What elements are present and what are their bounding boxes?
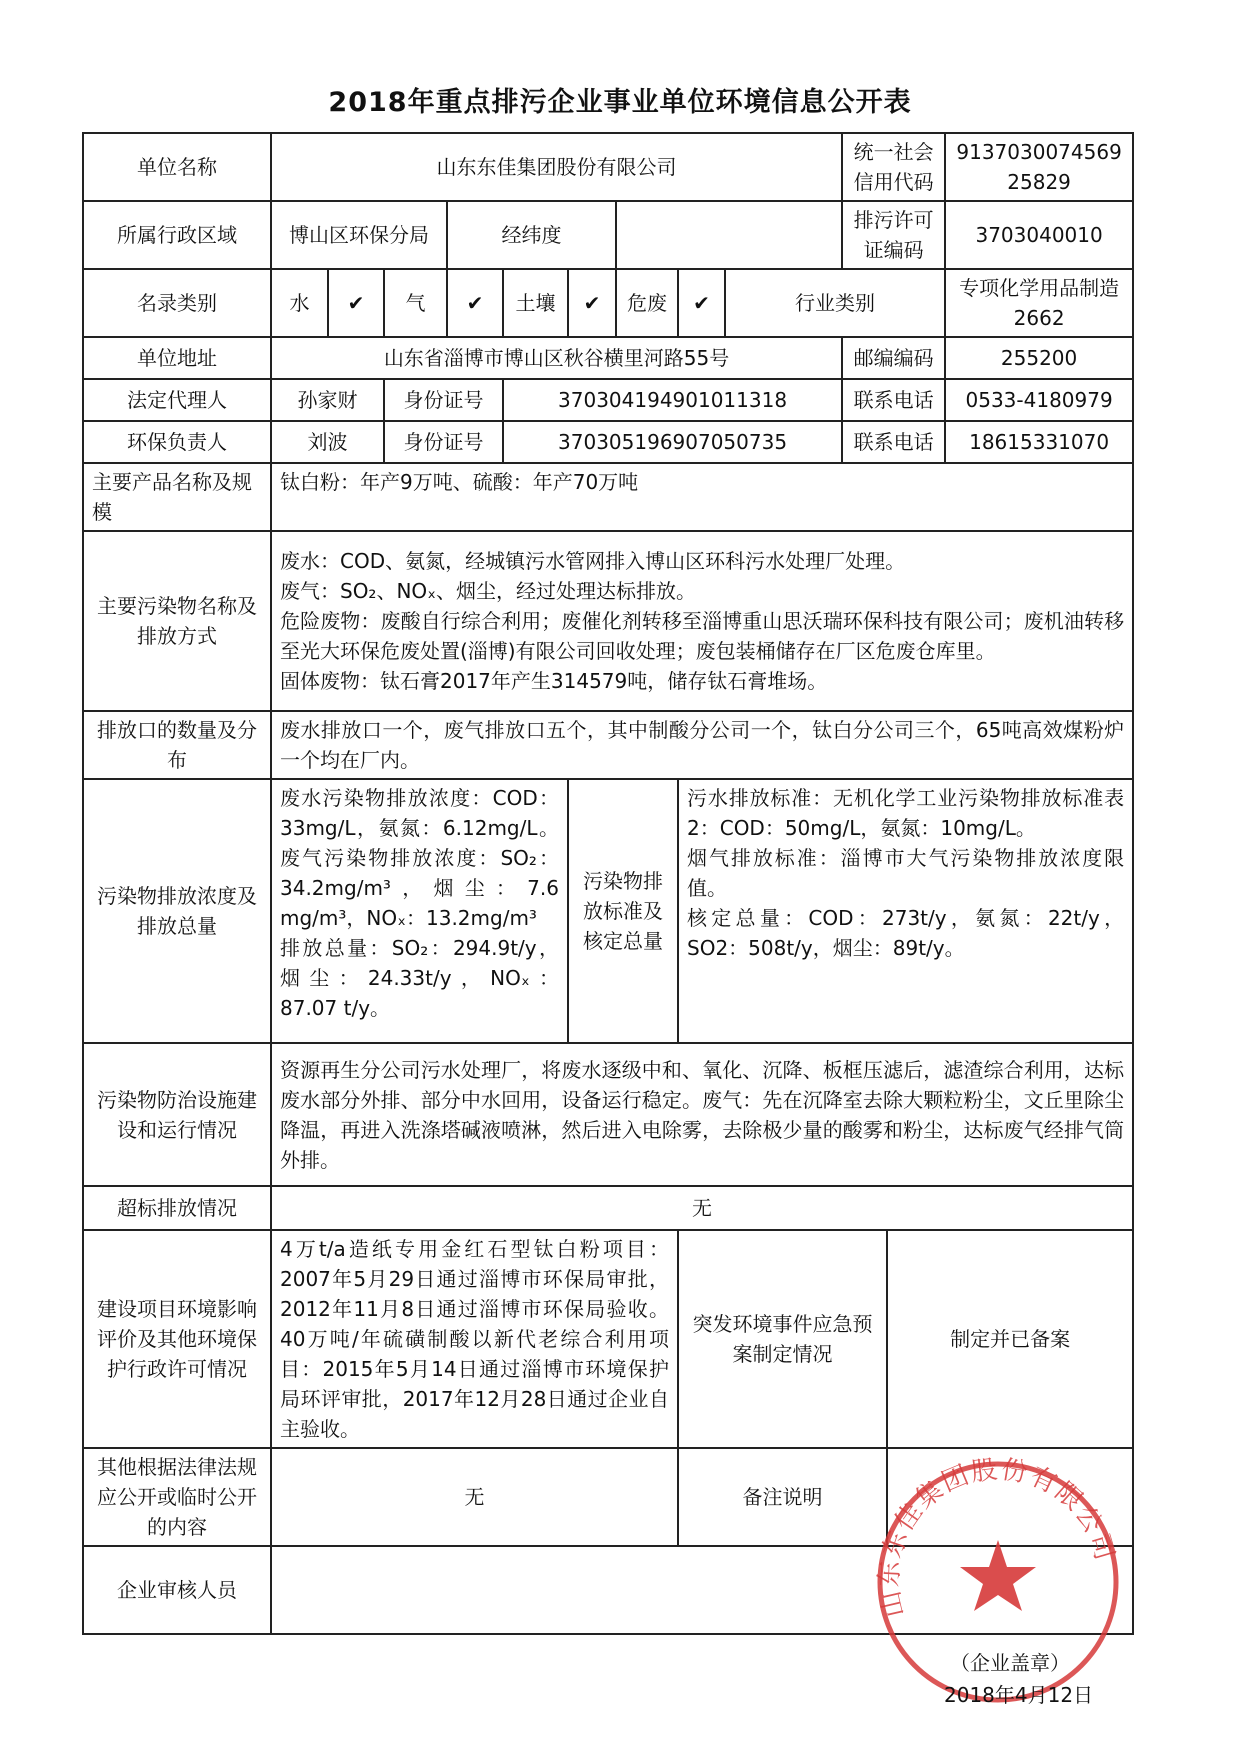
label-env-head: 环保负责人 <box>83 421 271 463</box>
label-legal-rep-phone: 联系电话 <box>842 379 945 421</box>
label-pollutants: 主要污染物名称及排放方式 <box>83 531 271 711</box>
value-industry: 专项化学用品制造2662 <box>945 269 1133 337</box>
label-industry: 行业类别 <box>725 269 945 337</box>
value-lnglat <box>616 201 842 269</box>
svg-text:山东东佳集团股份有限公司: 山东东佳集团股份有限公司 <box>874 1454 1120 1621</box>
label-eia: 建设项目环境影响评价及其他环境保护行政许可情况 <box>83 1230 271 1448</box>
value-other: 无 <box>271 1448 678 1546</box>
value-products: 钛白粉：年产9万吨、硫酸：年产70万吨 <box>271 463 1133 531</box>
total-text: 排放总量：SO₂：294.9t/y，烟尘：24.33t/y，NOₓ：87.07 t/y。 <box>280 936 559 1020</box>
label-postcode: 邮编编码 <box>842 337 945 379</box>
value-emergency: 制定并已备案 <box>887 1230 1133 1448</box>
value-unit-name: 山东东佳集团股份有限公司 <box>271 133 842 201</box>
label-exceed: 超标排放情况 <box>83 1186 271 1230</box>
check-soil-icon: ✔ <box>568 269 616 337</box>
standard-quota: 核定总量：COD：273t/y，氨氮：22t/y，SO2：508t/y，烟尘：89t/y。 <box>687 906 1125 960</box>
disclosure-table <box>82 132 1134 1635</box>
value-env-head-id: 370305196907050735 <box>503 421 842 463</box>
value-region: 博山区环保分局 <box>271 201 447 269</box>
label-lnglat: 经纬度 <box>447 201 616 269</box>
label-other: 其他根据法律法规应公开或临时公开的内容 <box>83 1448 271 1546</box>
row-region <box>83 201 1133 269</box>
seal-label: （企业盖章） <box>950 1651 1070 1675</box>
label-category: 名录类别 <box>83 269 271 337</box>
row-legal-rep <box>83 379 1133 421</box>
label-legal-rep-id: 身份证号 <box>384 379 503 421</box>
signature-date: 2018年4月12日 <box>944 1683 1094 1707</box>
pollutant-solid: 固体废物：钛石膏2017年产生314579吨，储存钛石膏堆场。 <box>280 669 828 693</box>
pollutant-hazardous: 危险废物：废酸自行综合利用；废催化剂转移至淄博重山思沃瑞环保科技有限公司；废机油转移至光大环保危废处置(淄博)有限公司回收处理；废包装桶储存在厂区危废仓库里。 <box>280 609 1125 663</box>
value-permit-no: 3703040010 <box>945 201 1133 269</box>
value-outlets: 废水排放口一个，废气排放口五个，其中制酸分公司一个，钛白分公司三个，65吨高效煤粉炉一个均在厂内。 <box>271 711 1133 779</box>
value-eia: 4万t/a造纸专用金红石型钛白粉项目：2007年5月29日通过淄博市环保局审批，2012年11月8日通过淄博市环保局验收。40万吨/年硫磺制酸以新代老综合利用项目：2015年5月14日通过淄博市环境保护局环评审批，2017年12月28日通过企业自主验收。 <box>271 1230 678 1448</box>
value-legal-rep-phone: 0533-4180979 <box>945 379 1133 421</box>
value-reviewer <box>271 1546 1133 1634</box>
row-products <box>83 463 1133 531</box>
row-category <box>83 269 1133 337</box>
row-outlets <box>83 711 1133 779</box>
check-air-icon: ✔ <box>447 269 503 337</box>
label-outlets: 排放口的数量及分布 <box>83 711 271 779</box>
row-reviewer <box>83 1546 1133 1634</box>
value-remark <box>887 1448 1133 1546</box>
label-env-head-phone: 联系电话 <box>842 421 945 463</box>
pollutant-wastewater: 废水：COD、氨氮，经城镇污水管网排入博山区环科污水处理厂处理。 <box>280 549 906 573</box>
value-postcode: 255200 <box>945 337 1133 379</box>
row-pollutants <box>83 531 1133 711</box>
category-water: 水 <box>271 269 328 337</box>
row-unit-name <box>83 133 1133 201</box>
label-standard: 污染物排放标准及核定总量 <box>568 779 678 1043</box>
label-reviewer: 企业审核人员 <box>83 1546 271 1634</box>
label-facilities: 污染物防治设施建设和运行情况 <box>83 1043 271 1186</box>
value-env-head-phone: 18615331070 <box>945 421 1133 463</box>
row-address <box>83 337 1133 379</box>
standard-water: 污水排放标准：无机化学工业污染物排放标准表2：COD：50mg/L，氨氮：10mg/L。 <box>687 786 1125 840</box>
pollutant-waste-gas: 废气：SO₂、NOₓ、烟尘，经过处理达标排放。 <box>280 579 697 603</box>
label-legal-rep: 法定代理人 <box>83 379 271 421</box>
page-title: 2018年重点排污企业事业单位环境信息公开表 <box>328 87 912 118</box>
category-air: 气 <box>384 269 447 337</box>
concentration-text: 废水污染物排放浓度：COD：33mg/L，氨氮：6.12mg/L。废气污染物排放浓度：SO₂：34.2mg/m³，烟尘：7.6 mg/m³，NOₓ：13.2mg/m³ <box>280 786 559 930</box>
label-env-head-id: 身份证号 <box>384 421 503 463</box>
row-concentration <box>83 779 1133 1043</box>
standard-gas: 烟气排放标准：淄博市大气污染物排放浓度限值。 <box>687 846 1125 900</box>
value-standard <box>678 779 1133 1043</box>
label-address: 单位地址 <box>83 337 271 379</box>
value-legal-rep-name: 孙家财 <box>271 379 384 421</box>
value-pollutants <box>271 531 1133 711</box>
label-products: 主要产品名称及规模 <box>83 463 271 531</box>
label-remark: 备注说明 <box>678 1448 887 1546</box>
label-credit-code: 统一社会信用代码 <box>842 133 945 201</box>
label-emergency: 突发环境事件应急预案制定情况 <box>678 1230 887 1448</box>
category-soil: 土壤 <box>503 269 568 337</box>
row-other <box>83 1448 1133 1546</box>
label-unit-name: 单位名称 <box>83 133 271 201</box>
label-permit-no: 排污许可证编码 <box>842 201 945 269</box>
category-hazwaste: 危废 <box>616 269 678 337</box>
value-concentration <box>271 779 568 1043</box>
row-env-head <box>83 421 1133 463</box>
value-credit-code: 913703007456925829 <box>945 133 1133 201</box>
disclosure-form <box>82 132 1132 1702</box>
label-region: 所属行政区域 <box>83 201 271 269</box>
row-exceed <box>83 1186 1133 1230</box>
value-facilities: 资源再生分公司污水处理厂，将废水逐级中和、氧化、沉降、板框压滤后，滤渣综合利用，达标废水部分外排、部分中水回用，设备运行稳定。废气：先在沉降室去除大颗粒粉尘，文丘里除尘降温，再进入洗涤塔碱液喷淋，然后进入电除雾，去除极少量的酸雾和粉尘，达标废气经排气筒外排。 <box>271 1043 1133 1186</box>
row-facilities <box>83 1043 1133 1186</box>
row-eia <box>83 1230 1133 1448</box>
value-legal-rep-id: 370304194901011318 <box>503 379 842 421</box>
check-hazwaste-icon: ✔ <box>678 269 725 337</box>
value-address: 山东省淄博市博山区秋谷横里河路55号 <box>271 337 842 379</box>
value-exceed: 无 <box>271 1186 1133 1230</box>
check-water-icon: ✔ <box>328 269 384 337</box>
label-concentration: 污染物排放浓度及排放总量 <box>83 779 271 1043</box>
value-env-head-name: 刘波 <box>271 421 384 463</box>
